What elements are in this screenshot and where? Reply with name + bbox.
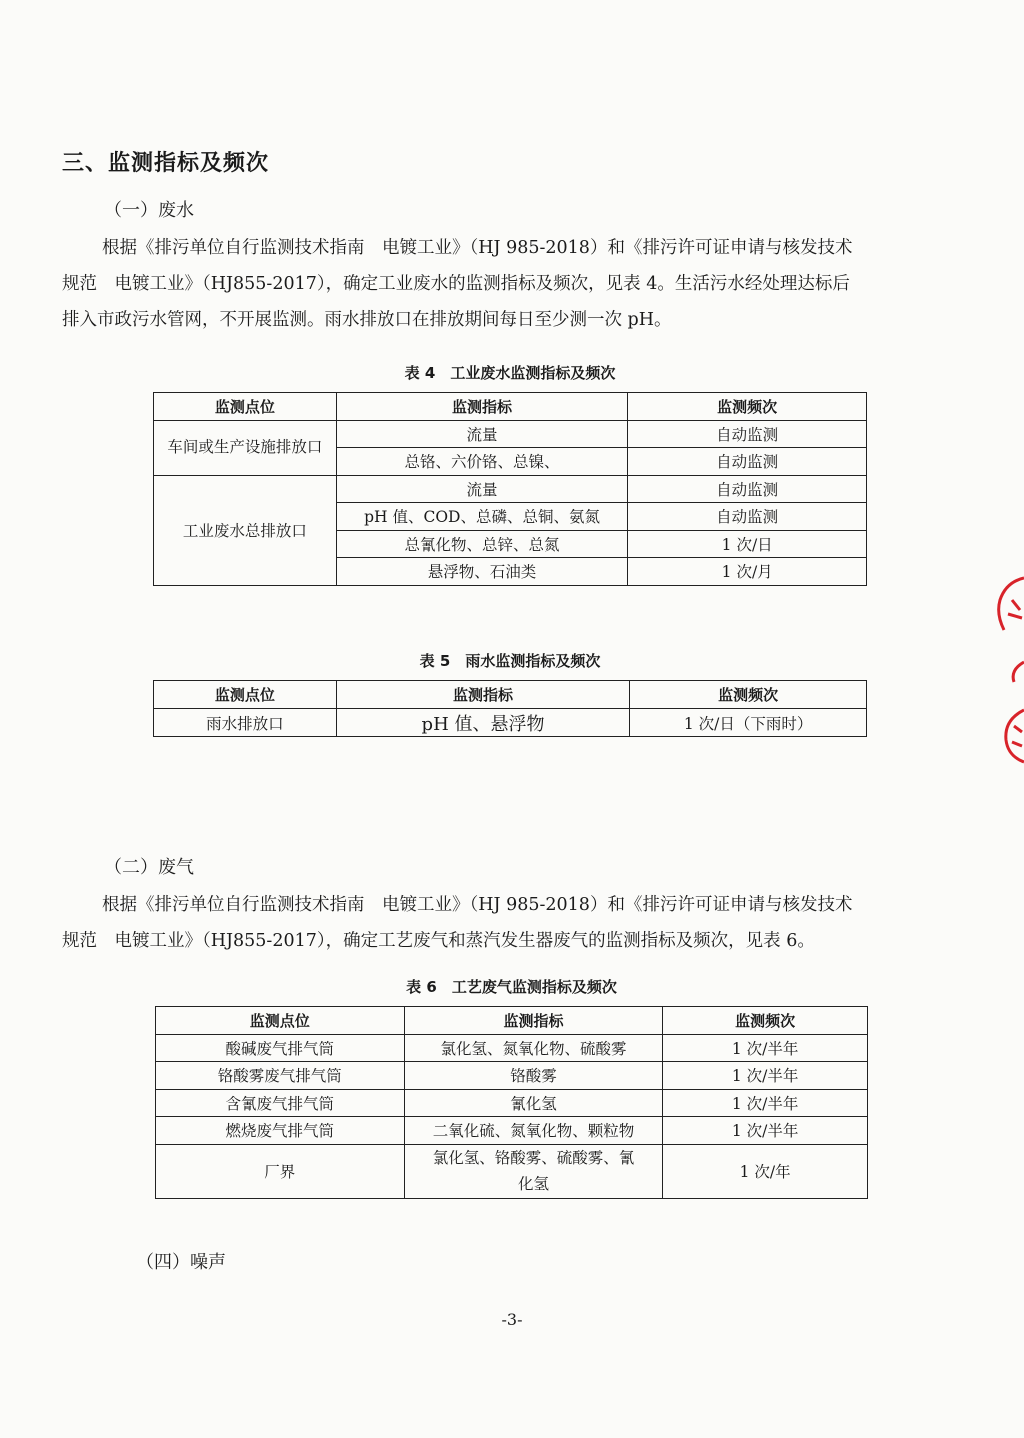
frequency-cell: 自动监测 [628, 448, 867, 476]
paragraph-line: 规范 电镀工业》（HJ855-2017），确定工艺废气和蒸汽发生器废气的监测指标及频次，见表 6。 [62, 931, 815, 951]
site-cell: 厂界 [156, 1144, 405, 1198]
paragraph-line: 排入市政污水管网，不开展监测。雨水排放口在排放期间每日至少测一次 pH。 [62, 310, 672, 330]
wastewater-heading: （一）废水 [104, 200, 194, 221]
frequency-cell: 1 次/半年 [663, 1089, 868, 1117]
table-row [154, 475, 867, 503]
paragraph-line: 根据《排污单位自行监测技术指南 电镀工业》（HJ 985-2018）和《排污许可证申请与核发技术 [102, 895, 853, 915]
site-cell: 车间或生产设施排放口 [154, 420, 337, 475]
header-cell: 监测指标 [404, 1007, 663, 1035]
table4-caption: 表 4 工业废水监测指标及频次 [404, 364, 616, 382]
indicator-cell [404, 1144, 663, 1198]
table-header-row [156, 1007, 868, 1035]
indicator-cell: 铬酸雾 [404, 1062, 663, 1090]
table5 [153, 680, 867, 737]
header-cell: 监测频次 [628, 393, 867, 421]
indicator-cell: 总铬、六价铬、总镍、 [336, 448, 628, 476]
indicator-cell: 悬浮物、石油类 [336, 558, 628, 586]
indicator-cell: 二氧化硫、氮氧化物、颗粒物 [404, 1117, 663, 1145]
header-cell: 监测频次 [630, 681, 867, 709]
indicator-cell: 流量 [336, 475, 628, 503]
table-row [154, 420, 867, 448]
frequency-cell: 自动监测 [628, 420, 867, 448]
frequency-cell: 1 次/半年 [663, 1117, 868, 1145]
section-title: 三、监测指标及频次 [62, 151, 270, 176]
paragraph-line: 根据《排污单位自行监测技术指南 电镀工业》（HJ 985-2018）和《排污许可证申请与核发技术 [102, 238, 853, 258]
table-header-row [154, 681, 867, 709]
table-row [154, 709, 867, 737]
frequency-cell: 1 次/半年 [663, 1062, 868, 1090]
table-row [156, 1089, 868, 1117]
indicator-cell: pH 值、悬浮物 [336, 709, 630, 737]
table-row [156, 1034, 868, 1062]
site-cell: 含氰废气排气筒 [156, 1089, 405, 1117]
site-cell: 雨水排放口 [154, 709, 337, 737]
exhaust-heading: （二）废气 [104, 857, 194, 878]
site-cell: 工业废水总排放口 [154, 475, 337, 585]
paragraph-line: 规范 电镀工业》（HJ855-2017），确定工业废水的监测指标及频次，见表 4。生活污水经处理达标后 [62, 274, 850, 294]
frequency-cell: 自动监测 [628, 475, 867, 503]
frequency-cell: 1 次/半年 [663, 1034, 868, 1062]
indicator-line: 氯化氢、铬酸雾、硫酸雾、氰 [432, 1149, 635, 1167]
header-cell: 监测点位 [154, 393, 337, 421]
frequency-cell: 1 次/日 [628, 530, 867, 558]
noise-heading: （四）噪声 [136, 1252, 226, 1273]
table-row [156, 1062, 868, 1090]
frequency-cell: 1 次/日（下雨时） [630, 709, 867, 737]
header-cell: 监测点位 [156, 1007, 405, 1035]
table6 [155, 1006, 868, 1199]
table-header-row [154, 393, 867, 421]
indicator-cell: 氰化氢 [404, 1089, 663, 1117]
wastewater-paragraph [62, 230, 962, 338]
exhaust-paragraph [62, 887, 962, 959]
site-cell: 燃烧废气排气筒 [156, 1117, 405, 1145]
indicator-line: 化氢 [517, 1175, 549, 1193]
indicator-cell: 流量 [336, 420, 628, 448]
page-number: -3- [501, 1310, 523, 1329]
site-cell: 铬酸雾废气排气筒 [156, 1062, 405, 1090]
indicator-cell: 氯化氢、氮氧化物、硫酸雾 [404, 1034, 663, 1062]
header-cell: 监测指标 [336, 393, 628, 421]
header-cell: 监测点位 [154, 681, 337, 709]
frequency-cell: 自动监测 [628, 503, 867, 531]
indicator-cell: pH 值、COD、总磷、总铜、氨氮 [336, 503, 628, 531]
frequency-cell: 1 次/年 [663, 1144, 868, 1198]
table-row [156, 1144, 868, 1198]
table-row [156, 1117, 868, 1145]
table4 [153, 392, 867, 586]
table6-caption: 表 6 工艺废气监测指标及频次 [406, 978, 617, 996]
header-cell: 监测频次 [663, 1007, 868, 1035]
site-cell: 酸碱废气排气筒 [156, 1034, 405, 1062]
seal-stamp-icon [984, 570, 1024, 770]
frequency-cell: 1 次/月 [628, 558, 867, 586]
header-cell: 监测指标 [336, 681, 630, 709]
table5-caption: 表 5 雨水监测指标及频次 [419, 652, 601, 670]
indicator-cell: 总氰化物、总锌、总氮 [336, 530, 628, 558]
